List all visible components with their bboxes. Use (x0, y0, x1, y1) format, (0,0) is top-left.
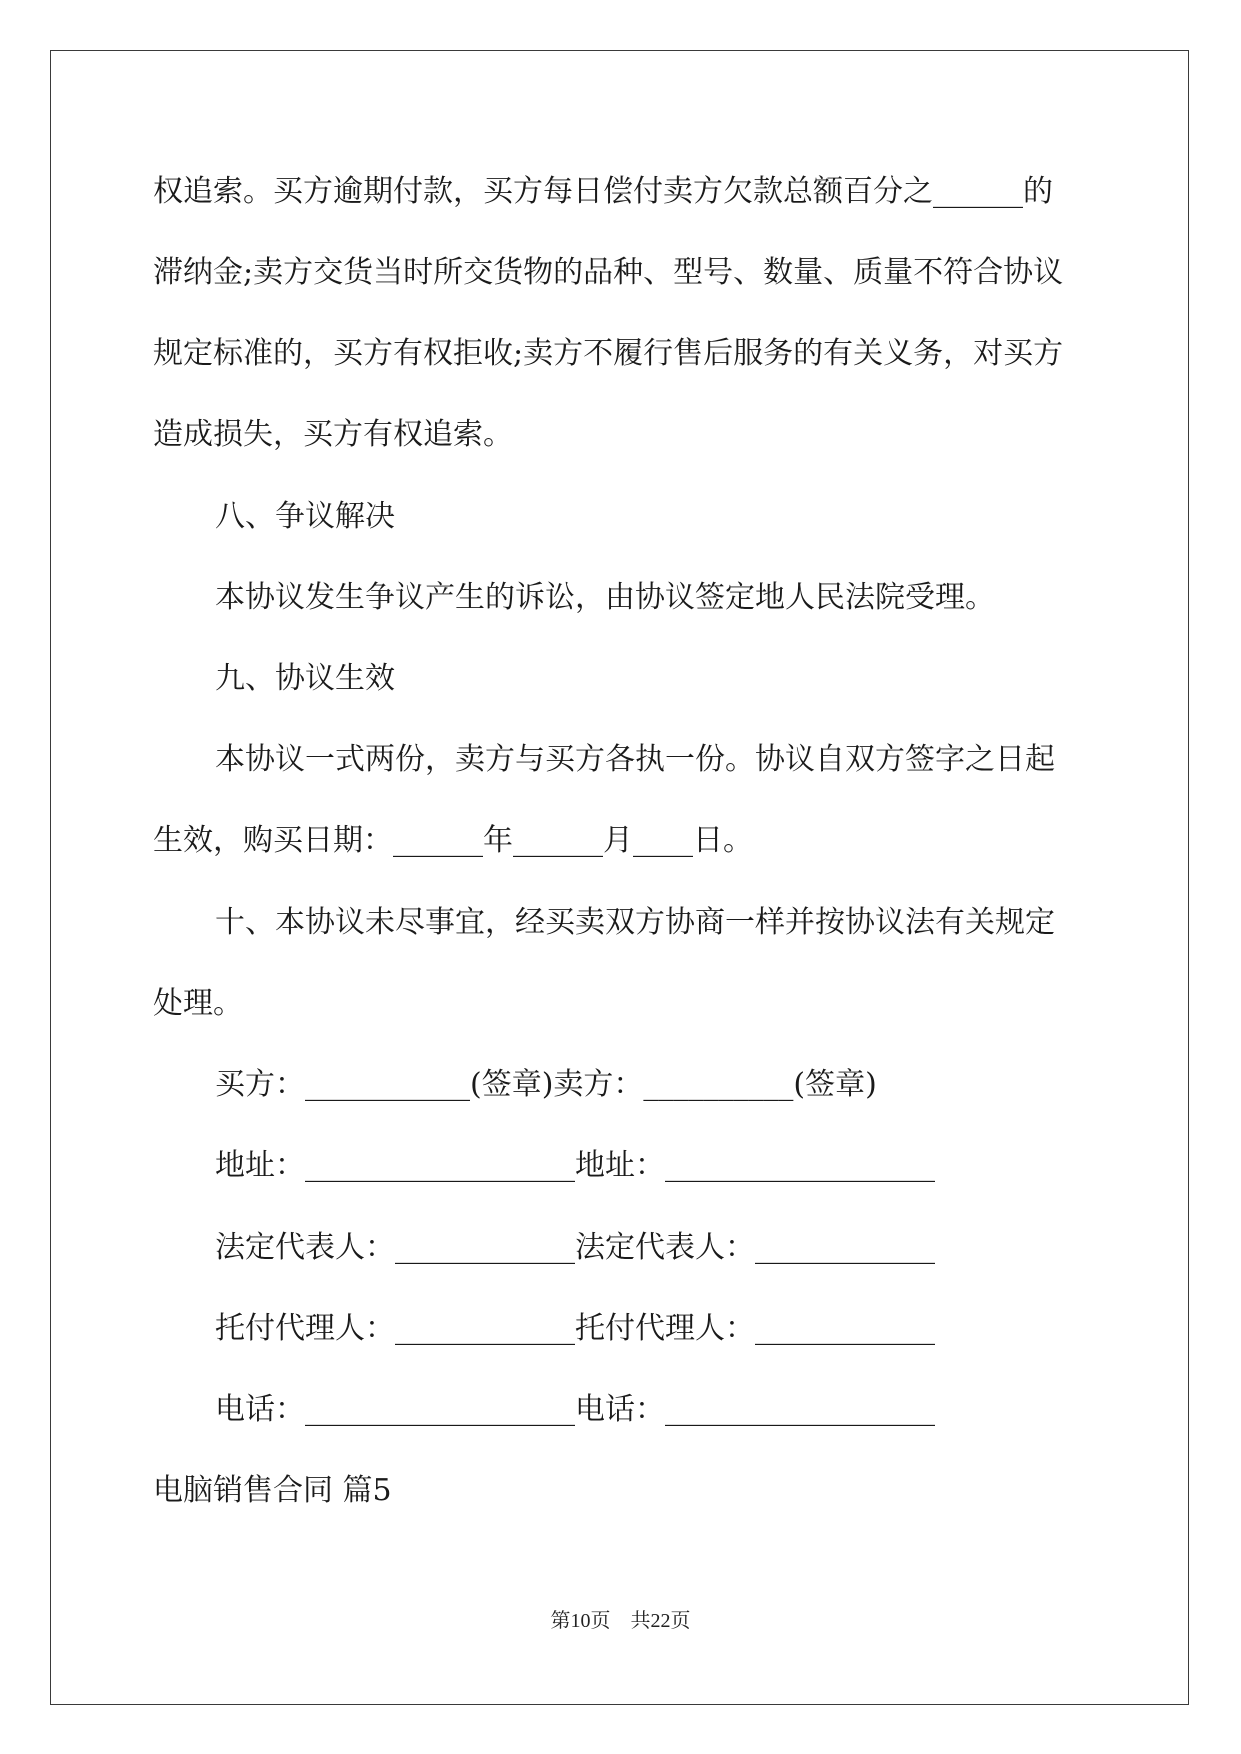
paragraph-other-1 (215, 903, 1055, 943)
agent-line (215, 1309, 935, 1349)
title-text: 电脑销售合同 篇5 (153, 1473, 392, 1508)
phone-line (215, 1390, 935, 1430)
agent-text: 托付代理人：____________托付代理人：____________ (215, 1311, 935, 1346)
heading-text: 九、协议生效 (215, 661, 395, 696)
line-text: 规定标准的，买方有权拒收;卖方不履行售后服务的有关义务，对买方 (153, 336, 1064, 371)
line-text: 处理。 (153, 986, 243, 1021)
paragraph-line-4 (153, 415, 513, 455)
paragraph-other-2 (153, 984, 243, 1024)
paragraph-dispute (215, 578, 995, 618)
address-text: 地址：__________________地址：__________________ (215, 1148, 935, 1183)
line-text: 滞纳金;卖方交货当时所交货物的品种、型号、数量、质量不符合协议 (153, 255, 1064, 290)
signature-text: 买方：___________(签章)卖方：__________(签章) (215, 1067, 877, 1102)
phone-text: 电话：__________________电话：__________________ (215, 1392, 935, 1427)
paragraph-line-1 (153, 172, 1090, 212)
page-number-footer: 第10页 共22页 (550, 1610, 691, 1632)
line-text: 本协议一式两份，卖方与买方各执一份。协议自双方签字之日起 (215, 742, 1055, 777)
legal-rep-line (215, 1228, 935, 1268)
legal-rep-text: 法定代表人：____________法定代表人：____________ (215, 1230, 935, 1265)
page-border (50, 50, 1189, 1705)
section-heading-effective (215, 659, 395, 699)
paragraph-effective-2 (153, 821, 753, 861)
paragraph-line-3 (153, 334, 1063, 374)
line-text: 造成损失，买方有权追索。 (153, 417, 513, 452)
signature-line (215, 1065, 877, 1105)
next-section-title (153, 1471, 392, 1511)
paragraph-effective-1 (215, 740, 1055, 780)
paragraph-line-2 (153, 253, 1063, 293)
section-heading-dispute (215, 497, 395, 537)
line-text: 权追索。买方逾期付款，买方每日偿付卖方欠款总额百分之______的 (153, 174, 1053, 209)
line-text: 十、本协议未尽事宜，经买卖双方协商一样并按协议法有关规定 (215, 905, 1055, 940)
address-line (215, 1146, 935, 1186)
line-text: 本协议发生争议产生的诉讼，由协议签定地人民法院受理。 (215, 580, 995, 615)
purchase-date-text: 生效，购买日期：______年______月____日。 (153, 823, 753, 858)
heading-text: 八、争议解决 (215, 499, 395, 534)
